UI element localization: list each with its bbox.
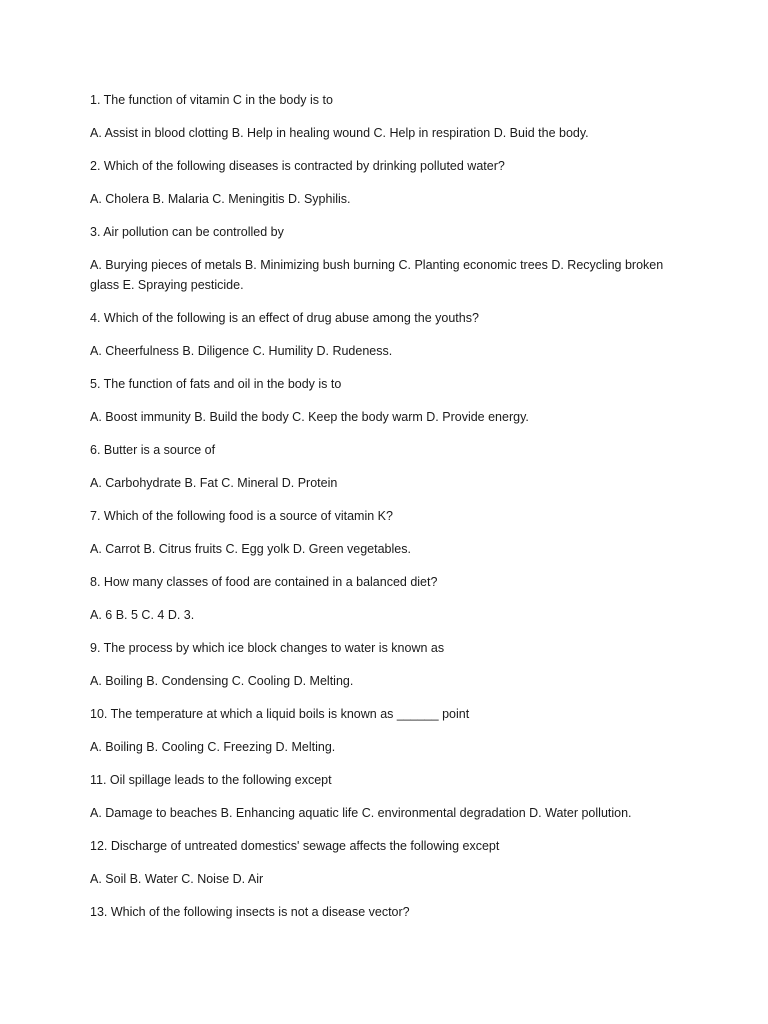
question-3: 3. Air pollution can be controlled by (90, 225, 284, 239)
question-4: 4. Which of the following is an effect of drug abuse among the youths? (90, 311, 479, 325)
question-8: 8. How many classes of food are contained in a balanced diet? (90, 575, 438, 589)
question-10: 10. The temperature at which a liquid boils is known as ______ point (90, 707, 470, 721)
options-8: A. 6 B. 5 C. 4 D. 3. (90, 608, 195, 622)
options-10: A. Boiling B. Cooling C. Freezing D. Melting. (90, 740, 336, 754)
options-11: A. Damage to beaches B. Enhancing aquatic life C. environmental degradation D. Water pollution. (90, 806, 632, 820)
question-2: 2. Which of the following diseases is contracted by drinking polluted water? (90, 159, 505, 173)
question-11: 11. Oil spillage leads to the following except (90, 773, 332, 787)
options-7: A. Carrot B. Citrus fruits C. Egg yolk D. Green vegetables. (90, 542, 411, 556)
options-12: A. Soil B. Water C. Noise D. Air (90, 872, 264, 886)
options-5: A. Boost immunity B. Build the body C. Keep the body warm D. Provide energy. (90, 410, 529, 424)
question-6: 6. Butter is a source of (90, 443, 216, 457)
options-2: A. Cholera B. Malaria C. Meningitis D. Syphilis. (90, 192, 351, 206)
document-page (90, 90, 678, 935)
question-12: 12. Discharge of untreated domestics' sewage affects the following except (90, 839, 500, 853)
question-1: 1. The function of vitamin C in the body is to (90, 93, 333, 107)
options-1: A. Assist in blood clotting B. Help in healing wound C. Help in respiration D. Buid the body. (90, 126, 589, 140)
options-3: A. Burying pieces of metals B. Minimizing bush burning C. Planting economic trees D. Recycling broken glass E. Spraying pesticide. (90, 258, 664, 292)
question-13: 13. Which of the following insects is not a disease vector? (90, 905, 410, 919)
options-6: A. Carbohydrate B. Fat C. Mineral D. Protein (90, 476, 338, 490)
options-4: A. Cheerfulness B. Diligence C. Humility D. Rudeness. (90, 344, 393, 358)
question-5: 5. The function of fats and oil in the body is to (90, 377, 342, 391)
question-9: 9. The process by which ice block changes to water is known as (90, 641, 445, 655)
options-9: A. Boiling B. Condensing C. Cooling D. Melting. (90, 674, 354, 688)
question-7: 7. Which of the following food is a source of vitamin K? (90, 509, 393, 523)
